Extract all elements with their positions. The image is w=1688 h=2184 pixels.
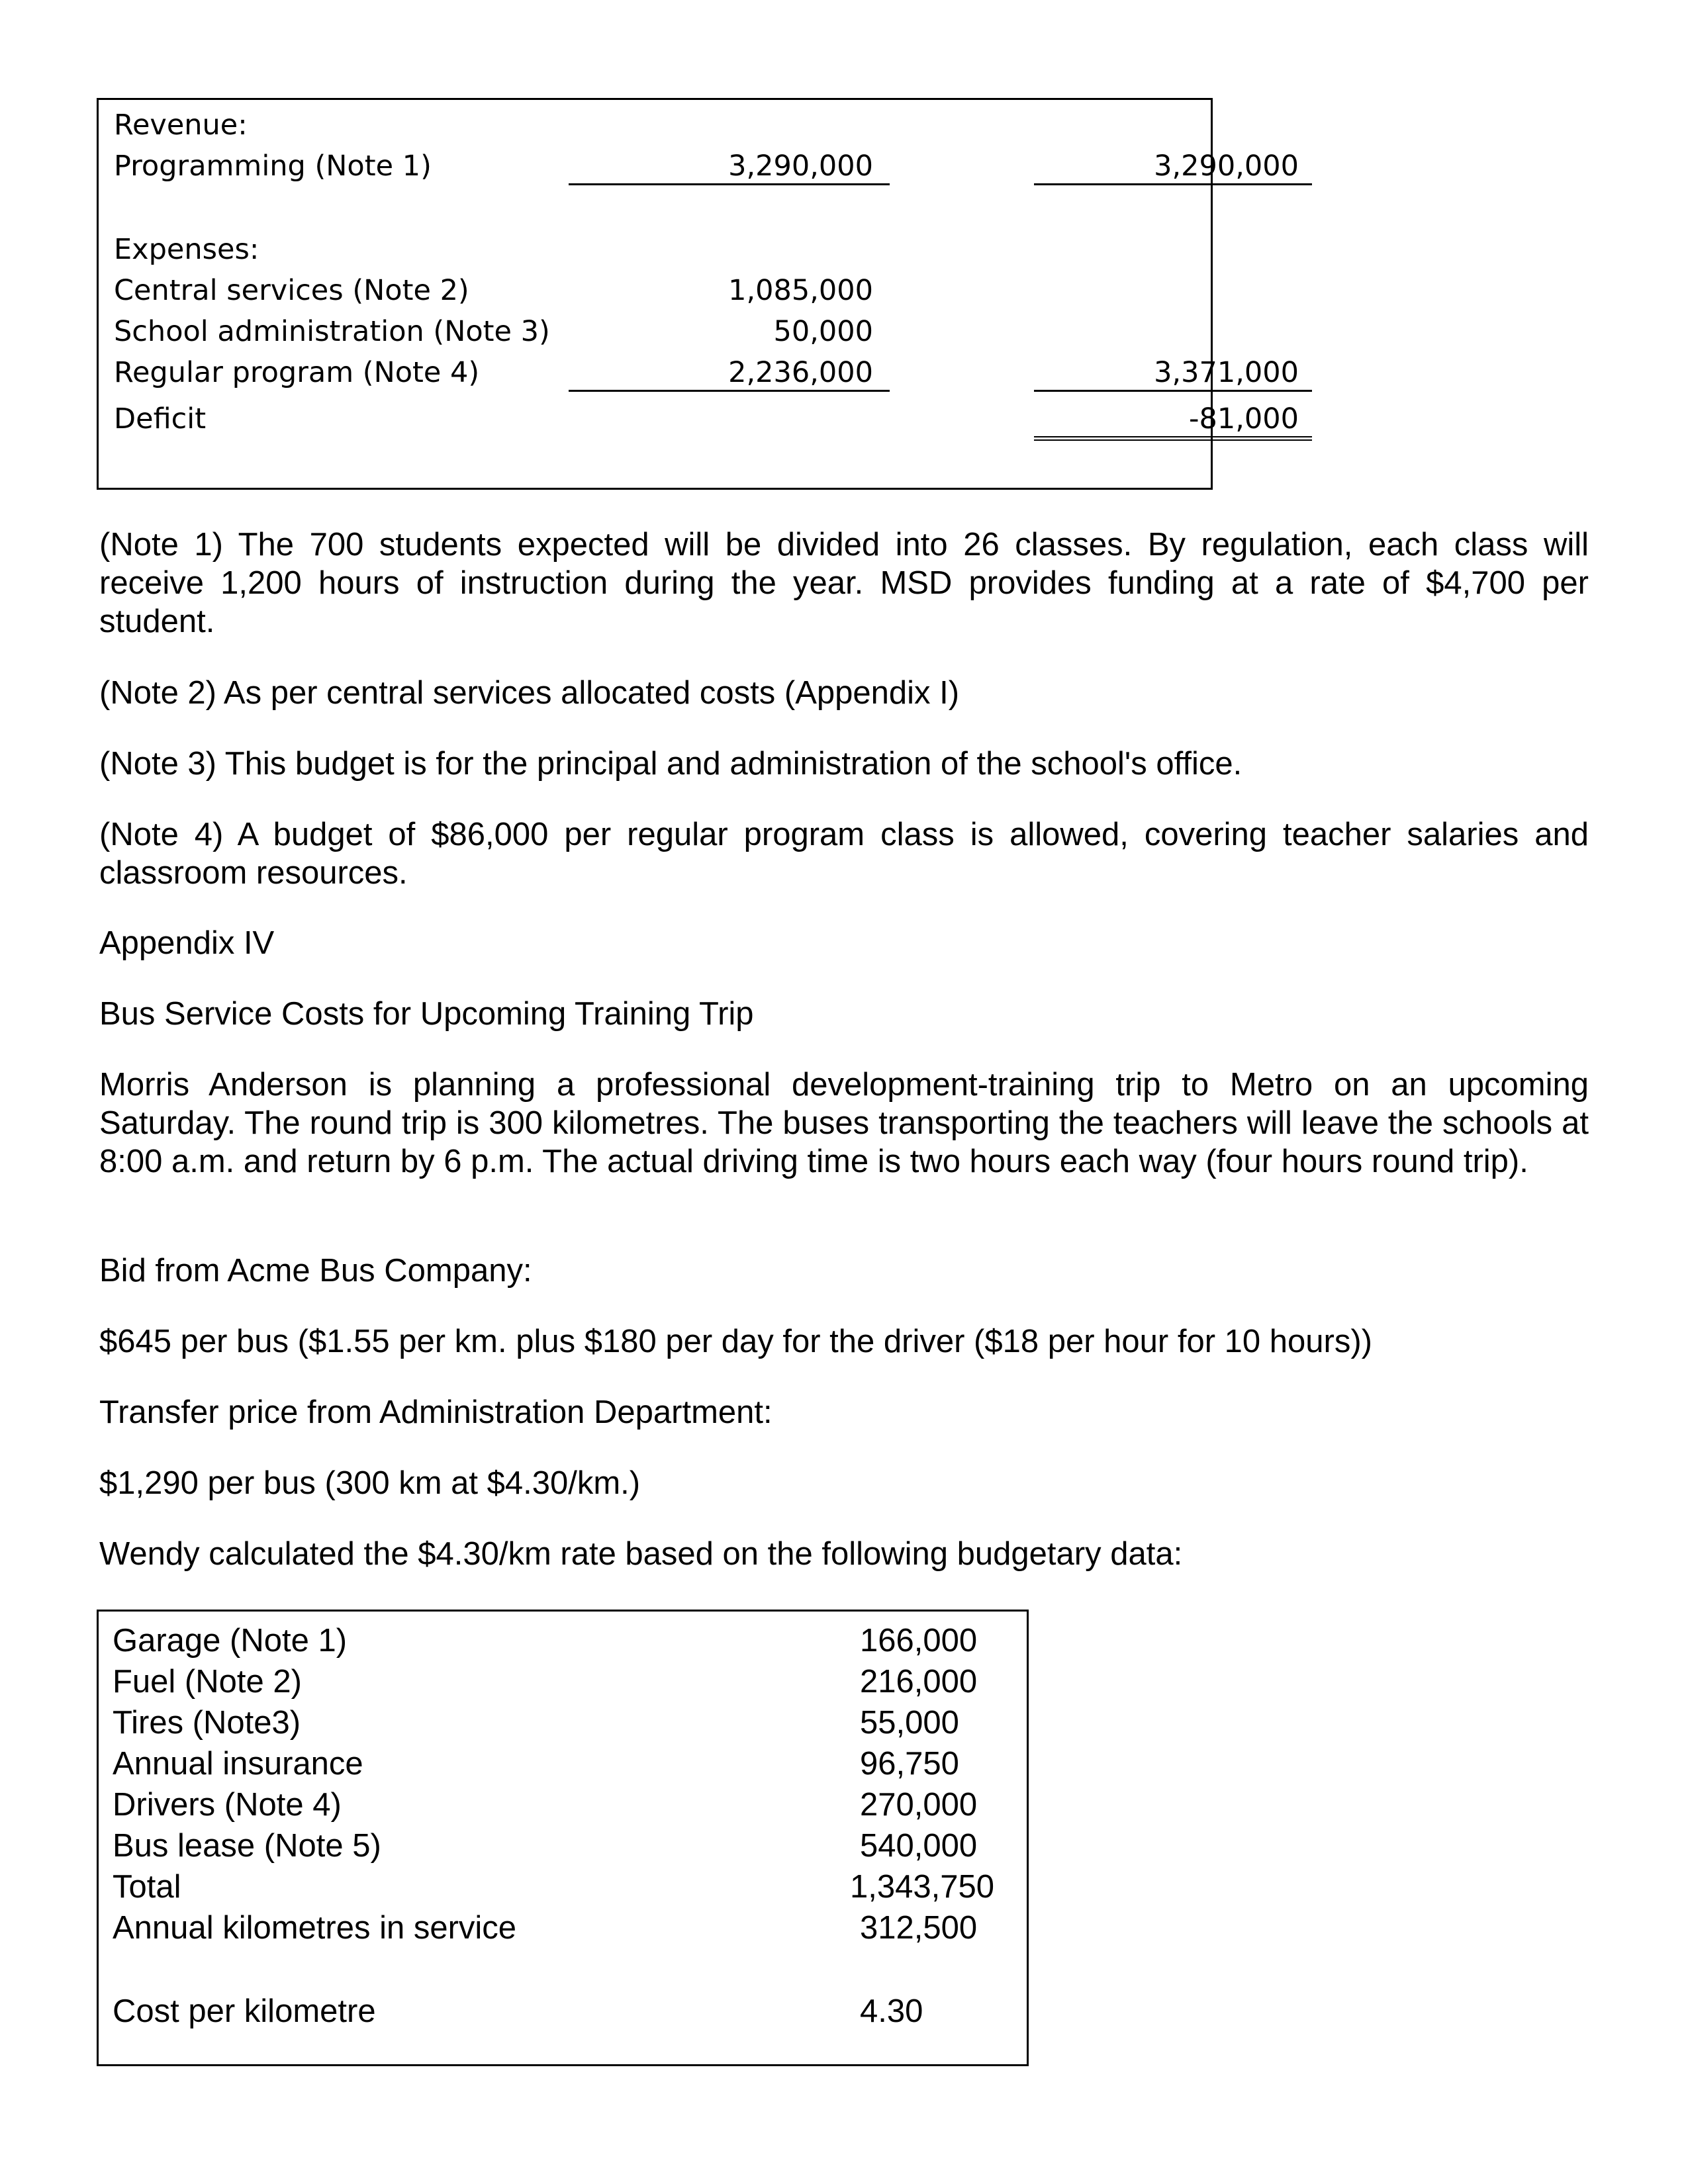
table-row-label: Bus lease (Note 5) — [113, 1828, 381, 1864]
table-row-label: Tires (Note3) — [113, 1705, 301, 1741]
cost-per-km-value: 4.30 — [860, 1993, 923, 2029]
bid-detail: $645 per bus ($1.55 per km. plus $180 per day for the driver ($18 per hour for 10 hours)) — [99, 1324, 1372, 1359]
cost-per-km-label: Cost per kilometre — [113, 1993, 376, 2029]
table-row-value: 55,000 — [860, 1705, 959, 1741]
table-row-value: 96,750 — [860, 1746, 959, 1782]
table-row-value: 216,000 — [860, 1664, 978, 1700]
bid-heading: Bid from Acme Bus Company: — [99, 1253, 532, 1289]
expense-row-label: Central services (Note 2) — [114, 274, 469, 307]
table-row-value: 166,000 — [860, 1623, 978, 1659]
expense-row-amount: 50,000 — [773, 315, 873, 348]
expense-total: 3,371,000 — [1034, 355, 1312, 392]
expense-row-label: Regular program (Note 4) — [114, 356, 480, 389]
revenue-row-total: 3,290,000 — [1034, 149, 1312, 185]
note-3: (Note 3) This budget is for the principal and administration of the school's office. — [99, 746, 1243, 782]
transfer-heading: Transfer price from Administration Department: — [99, 1394, 773, 1430]
appendix-heading: Appendix IV — [99, 925, 275, 961]
table-row-value: 1,343,750 — [850, 1869, 994, 1905]
revenue-row-amount: 3,290,000 — [569, 149, 890, 185]
table-row-value: 540,000 — [860, 1828, 978, 1864]
table-row-label: Fuel (Note 2) — [113, 1664, 302, 1700]
table-row-value: 270,000 — [860, 1787, 978, 1823]
table-row-label: Total — [113, 1869, 181, 1905]
deficit-total: -81,000 — [1034, 402, 1312, 441]
table-row-label: Garage (Note 1) — [113, 1623, 348, 1659]
deficit-label: Deficit — [114, 402, 207, 435]
table-row-label: Annual insurance — [113, 1746, 363, 1782]
bus-cost-table — [97, 1610, 1029, 2066]
transfer-detail: $1,290 per bus (300 km at $4.30/km.) — [99, 1465, 641, 1501]
note-2: (Note 2) As per central services allocated costs (Appendix I) — [99, 675, 960, 711]
revenue-heading: Revenue: — [114, 109, 248, 142]
calc-intro: Wendy calculated the $4.30/km rate based on the following budgetary data: — [99, 1536, 1183, 1572]
note-1: (Note 1) The 700 students expected will be divided into 26 classes. By regulation, each class will receive 1,200 hours of instruction during the year. MSD provides funding at a rate of $4,700 per student. — [99, 527, 1589, 639]
table-row-label: Drivers (Note 4) — [113, 1787, 342, 1823]
note-4: (Note 4) A budget of $86,000 per regular program class is allowed, covering teacher salaries and classroom resources. — [99, 817, 1589, 891]
expense-row-amount: 2,236,000 — [569, 355, 890, 392]
expense-row-label: School administration (Note 3) — [114, 315, 550, 348]
expense-row-amount: 1,085,000 — [728, 274, 873, 307]
budget-statement-table — [97, 98, 1299, 490]
expenses-heading: Expenses: — [114, 233, 259, 266]
revenue-row-label: Programming (Note 1) — [114, 150, 432, 183]
appendix-title: Bus Service Costs for Upcoming Training Trip — [99, 996, 754, 1032]
appendix-intro: Morris Anderson is planning a professional development-training trip to Metro on an upcoming Saturday. The round trip is 300 kilometres. The buses transporting the teachers will leave the schools at 8:00 a.m. and return by 6 p.m. The actual driving time is two hours each way (four hours round trip). — [99, 1067, 1589, 1179]
table-row-value: 312,500 — [860, 1910, 978, 1946]
table-row-label: Annual kilometres in service — [113, 1910, 517, 1946]
